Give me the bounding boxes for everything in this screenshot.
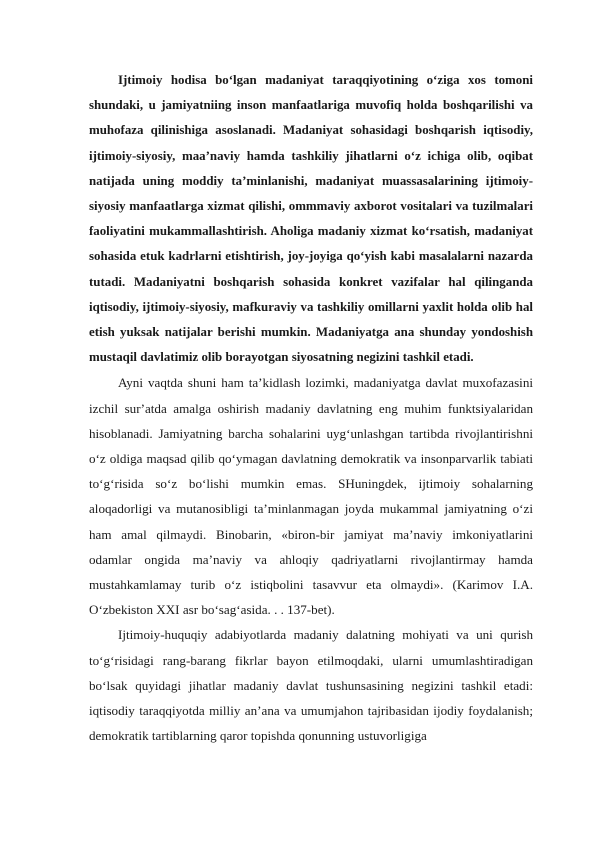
- document-body: [89, 68, 533, 748]
- paragraph-legal-literature: Ijtimoiy-huquqiy adabiyotlarda madaniy dalatning mohiyati va uni qurish toʻgʻrisidagi rang-barang fikrlar bayon etilmoqdaki, ularni umumlashtiradigan boʻlsak quyidagi jihatlar madaniy davlat tushunsasining negizini tashkil etadi: iqtisodiy taraqqiyotda milliy anʼana va umumjahon tajribasidan ijodiy foydalanish; demokratik tartiblarning qaror topishda qonunning ustuvorligiga: [89, 627, 533, 744]
- paragraph-intro: Ijtimoiy hodisa boʻlgan madaniyat taraqqiyotining oʻziga xos tomoni shundaki, u jamiyatniing inson manfaatlariga muvofiq holda boshqarilishi va muhofaza qilinishiga asoslanadi. Madaniyat sohasidagi boshqarish iqtisodiy, ijtimoiy-siyosiy, maaʼnaviy hamda tashkiliy jihatlarni oʻz ichiga olib, oqibat natijada uning moddiy taʼminlanishi, madaniyat muassasalarining ijtimoiy-siyosiy manfaatlarga xizmat qilishi, ommmaviy axborot vositalari va tuzilmalari faoliyatini mukammallashtirish. Aholiga madaniy xizmat koʻrsatish, madaniyat sohasida etuk kadrlarni etishtirish, joy-joyiga qoʻyish kabi masalalarni nazarda tutadi. Madaniyatni boshqarish sohasida konkret vazifalar hal qilinganda iqtisodiy, ijtimoiy-siyosiy, mafkuraviy va tashkiliy omillarni yaxlit holda olib hal etish yuksak natijalar berishi mumkin. Madaniyatga ana shunday yondoshish mustaqil davlatimiz olib borayotgan siyosatning negizini tashkil etadi.: [89, 73, 533, 365]
- paragraph-state-protection: Ayni vaqtda shuni ham taʼkidlash lozimki, madaniyatga davlat muxofazasini izchil surʼatda amalga oshirish madaniy davlatning eng muhim funktsiyalaridan hisoblanadi. Jamiyatning barcha sohalarini uygʻunlashgan tartibda rivojlantirishni oʻz oldiga maqsad qilib qoʻymagan davlatning demokratik va insonparvarlik tabiati toʻgʻrisida soʻz boʻlishi mumkin emas. SHuningdek, ijtimoiy sohalarning aloqadorligi va mutanosibligi taʼminlanmagan joyda mukammal jamiyatning oʻzi ham amal qilmaydi. Binobarin, «biron-bir jamiyat maʼnaviy imkoniyatlarini odamlar ongida maʼnaviy va ahloqiy qadriyatlarni rivojlantirmay hamda mustahkamlamay turib oʻz istiqbolini tasavvur eta olmaydi». (Karimov I.A. Oʻzbekiston XXI asr boʻsagʻasida. . . 137-bet).: [89, 375, 533, 618]
